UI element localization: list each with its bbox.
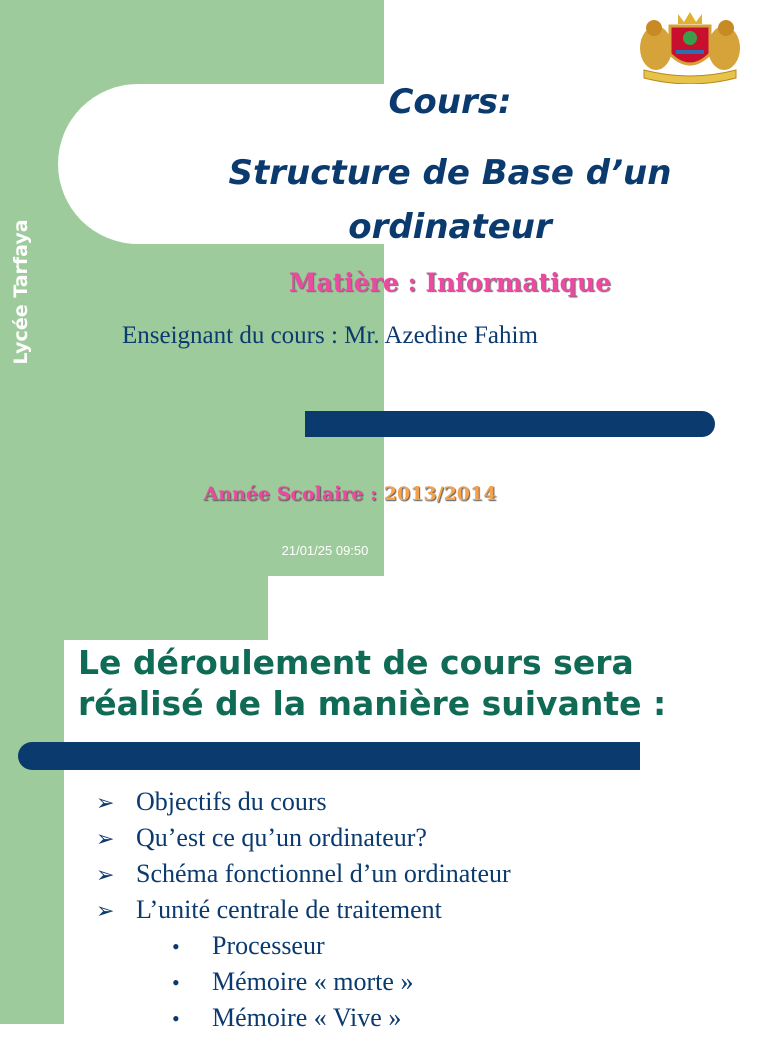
sub-list-item <box>96 928 756 964</box>
list-item <box>96 892 756 928</box>
dot-bullet-icon: • <box>172 970 180 995</box>
arrow-bullet-icon: ➢ <box>96 827 115 852</box>
list-item <box>96 856 756 892</box>
green-side-bar <box>0 576 64 1024</box>
teacher-label: Enseignant du cours : Mr. Azedine Fahim <box>122 322 538 349</box>
list-item-label: Objectifs du cours <box>136 787 327 816</box>
title-line-2: Structure de Base d’un ordinateur <box>228 153 672 247</box>
school-year-label: Année Scolaire : <box>203 483 384 505</box>
slide-date: 21/01/25 09:50 <box>281 543 369 558</box>
dot-bullet-icon: • <box>172 1006 180 1031</box>
slide-2 <box>0 576 768 1032</box>
title-line-1: Cours: <box>388 82 512 122</box>
side-label: Lycée Tarfaya <box>10 219 32 365</box>
royal-coat-of-arms-icon <box>636 8 744 84</box>
list-item-label: Qu’est ce qu’un ordinateur? <box>136 823 427 852</box>
divider-bar <box>18 742 640 770</box>
school-year-value: 2013/2014 <box>383 483 497 505</box>
list-item-label: L’unité centrale de traitement <box>136 895 442 924</box>
list-item-label: Processeur <box>212 931 325 960</box>
list-item-label: Mémoire « Vive » <box>212 1003 402 1032</box>
dot-bullet-icon: • <box>172 934 180 959</box>
agenda-list <box>96 784 756 1036</box>
list-item <box>96 784 756 820</box>
subject-label: Matière : Informatique <box>288 268 612 297</box>
sub-list-item <box>96 964 756 1000</box>
school-year <box>150 483 550 505</box>
slide-heading: Le déroulement de cours sera réalisé de la manière suivante : <box>78 643 667 723</box>
list-item-label: Mémoire « morte » <box>212 967 414 996</box>
arrow-bullet-icon: ➢ <box>96 899 115 924</box>
divider-bar <box>305 411 715 437</box>
sub-list-item <box>96 1000 756 1036</box>
arrow-bullet-icon: ➢ <box>96 863 115 888</box>
arrow-bullet-icon: ➢ <box>96 791 115 816</box>
list-item <box>96 820 756 856</box>
list-item-label: Schéma fonctionnel d’un ordinateur <box>136 859 511 888</box>
